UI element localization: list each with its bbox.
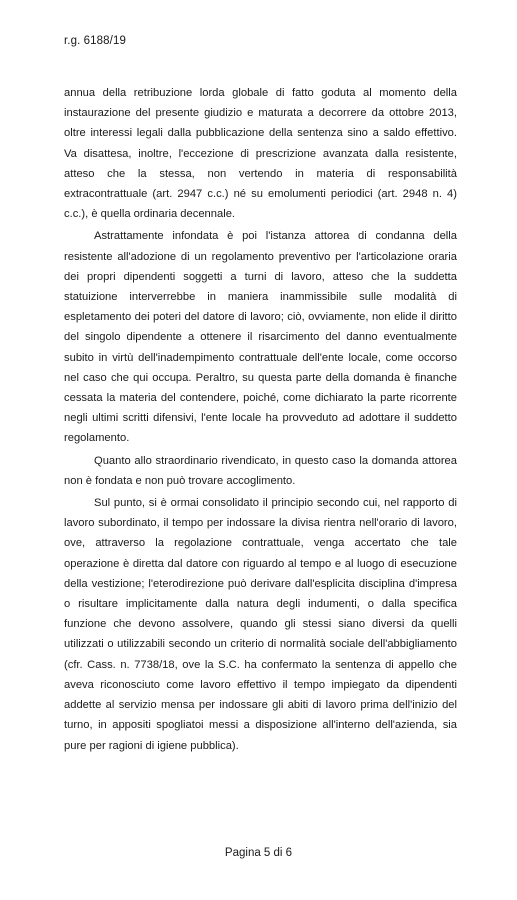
paragraph-3: Quanto allo straordinario rivendicato, in questo caso la domanda attorea non è fondata e non può trovare accoglimento.	[64, 454, 457, 487]
document-body	[64, 83, 457, 756]
paragraph-1: annua della retribuzione lorda globale di fatto goduta al momento della instaurazione del presente giudizio e maturata a decorrere da ottobre 2013, oltre interessi legali dalla pubblicazione della sentenza sino a saldo effettivo. Va disattesa, inoltre, l'eccezione di prescrizione avanzata dalla resistente, atteso che la stessa, non vertendo in materia di responsabilità extracontrattuale (art. 2947 c.c.) né su emolumenti periodici (art. 2948 n. 4) c.c.), è quella ordinaria decennale.	[64, 87, 457, 221]
paragraph-2: Astrattamente infondata è poi l'istanza attorea di condanna della resistente all'adozione di un regolamento preventivo per l'articolazione oraria dei propri dipendenti soggetti a turni di lavoro, atteso che la suddetta statuizione interverrebbe in maniera inammissibile sulle modalità di espletamento dei poteri del datore di lavoro; ciò, ovviamente, non elide il diritto del singolo dipendente a ottenere il risarcimento del danno eventualmente subito in virtù dell'inadempimento contrattuale dell'ente locale, come occorso nel caso che qui occupa. Peraltro, su questa parte della domanda è finanche cessata la materia del contendere, poiché, come dichiarato la parte ricorrente negli ultimi scritti difensivi, l'ente locale ha provveduto ad adottare il suddetto regolamento.	[64, 230, 457, 445]
paragraph-4: Sul punto, si è ormai consolidato il principio secondo cui, nel rapporto di lavoro subordinato, il tempo per indossare la divisa rientra nell'orario di lavoro, ove, attraverso la regolazione contrattuale, venga accertato che tale operazione è diretta dal datore con riguardo al tempo e al luogo di esecuzione della vestizione; l'eterodirezione può derivare dall'esplicita disciplina d'impresa o risultare implicitamente dalla natura degli indumenti, o dalla specifica funzione che devono assolvere, quando gli stessi siano diversi da quelli utilizzati o utilizzabili secondo un criterio di normalità sociale dell'abbigliamento (cfr. Cass. n. 7738/18, ove la S.C. ha confermato la sentenza di appello che aveva riconosciuto come lavoro effettivo il tempo impiegato da dipendenti addette al servizio mensa per indossare gli abiti di lavoro prima dell'inizio del turno, in appositi spogliatoi messi a disposizione all'interno dell'azienda, sia pure per ragioni di igiene pubblica).	[64, 497, 457, 752]
page-number: Pagina 5 di 6	[224, 847, 293, 859]
case-number: r.g. 6188/19	[64, 35, 126, 47]
